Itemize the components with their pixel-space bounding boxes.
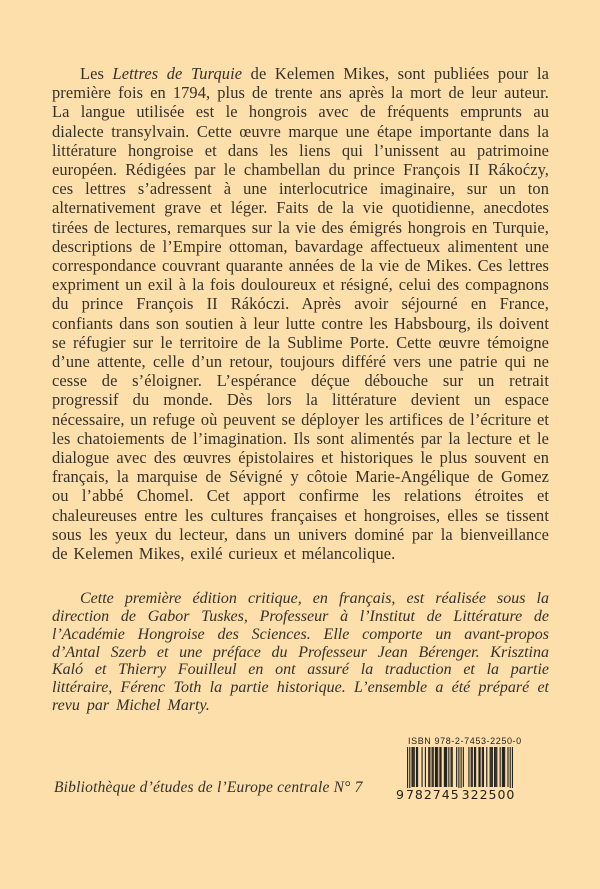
ean13-barcode [396, 747, 516, 802]
blurb-paragraph [52, 64, 549, 563]
barcode-digits-group1: 782745 [405, 787, 460, 802]
blurb-lead: Les [80, 64, 113, 83]
blurb-block [52, 64, 549, 715]
barcode-leading-digit: 9 [396, 787, 405, 802]
barcode-digits-group2: 322500 [461, 787, 516, 802]
blurb-body: de Kelemen Mikes, sont publiées pour la première fois en 1794, plus de trente ans après la mort de leur auteur. La langue utilisée est le hongrois avec de fréquents emprunts au dialecte transylvain. Cette œuvre marque une étape importante dans la littérature hongroise et dans les liens qui l’unissent au patrimoine européen. Rédigées par le chambellan du prince François II Rákoćzy, ces lettres s’adressent à une interlocutrice imaginaire, sur un ton alternativement grave et léger. Faits de la vie quotidienne, anecdotes tirées de lectures, remarques sur la vie des émigrés hongrois en Turquie, descriptions de l’Empire ottoman, bavardage affectueux alimentent une correspondance couvrant quarante années de la vie de Mikes. Ces lettres expriment un exil à la fois douloureux et résigné, celui des compagnons du prince François II Rákóczi. Après avoir séjourné en France, confiants dans son soutien à leur lutte contre les Habsbourg, ils doivent se réfugier sur le territoire de la Sublime Porte. Cette œuvre témoigne d’une attente, celle d’un retour, toujours différé vers une patrie qui ne cesse de s’éloigner. L’espérance déçue débouche sur un retrait progressif du monde. Dès lors la littérature devient un espace nécessaire, un refuge où peuvent se déployer les artifices de l’écriture et les chatoiements de l’imagination. Ils sont alimentés par la lecture et le dialogue avec des œuvres épistolaires et historiques le plus souvent en français, la marquise de Sévigné y côtoie Marie-Angélique de Gomez ou l’abbé Chomel. Cet apport confirme les relations étroites et chaleureuses entre les cultures françaises et hongroises, elles se tissent sous les yeux du lecteur, dans un univers dominé par la bienveillance de Kelemen Mikes, exilé curieux et mélancolique. [52, 64, 549, 564]
barcode-digits [396, 787, 516, 802]
isbn-number-label: ISBN 978-2-7453-2250-0 [408, 736, 522, 746]
edition-note-paragraph: Cette première édition critique, en français, est réalisée sous la direction de Gabor Tuskes, Professeur à l’Institut de Littérature de l’Académie Hongroise des Sciences. Elle comporte un avant-propos d’Antal Szerb et une préface du Professeur Jean Bérenger. Krisztina Kaló et Thierry Fouilleul en ont assuré la traduction et la partie littéraire, Férenc Toth la partie historique. L’ensemble a été préparé et revu par Michel Marty. [52, 590, 549, 715]
book-title-italic: Lettres de Turquie [112, 64, 243, 83]
series-title: Bibliothèque d’études de l’Europe centrale N° 7 [54, 779, 363, 796]
isbn-block [396, 736, 522, 802]
